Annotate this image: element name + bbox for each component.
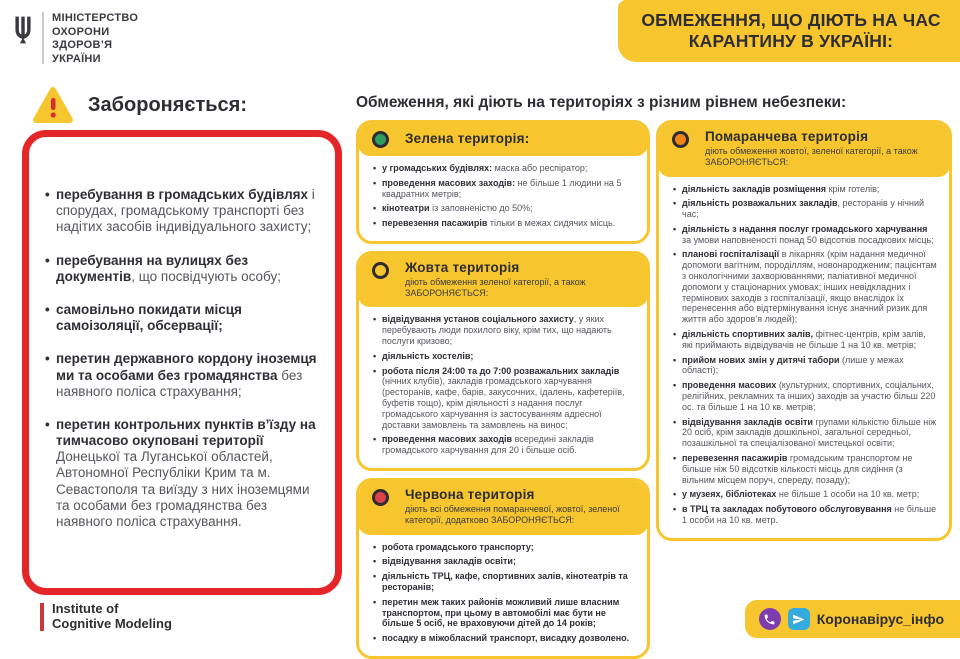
list-item (373, 163, 635, 174)
list-item (373, 203, 635, 214)
item-bold-text: в ТРЦ та закладах побутового обслуговування (682, 504, 892, 515)
item-bold-text: проведення масових заходів (382, 434, 513, 445)
item-bold-text: діяльність ТРЦ, кафе, спортивних залів, кінотеатрів та ресторанів; (382, 571, 628, 592)
list-item (45, 253, 319, 285)
item-regular-text: не більше 1 особи на 10 кв. метр. (682, 504, 937, 526)
zone-card-red (356, 478, 650, 659)
item-regular-text: крім готелів; (826, 183, 880, 194)
ministry-name-line: МІНІСТЕРСТВО (52, 12, 139, 24)
list-item (673, 198, 937, 220)
list-item (373, 314, 635, 346)
prohibited-title: Забороняється: (88, 93, 247, 116)
list-item (673, 224, 937, 246)
zone-card-green (356, 120, 650, 244)
zone-list-red (373, 542, 635, 644)
item-bold-text: проведення масових (682, 380, 777, 391)
item-bold-text: робота громадського транспорту; (382, 541, 534, 552)
zone-subtitle: діють обмеження жовтої, зеленої категорії, а також ЗАБОРОНЯЄТЬСЯ: (705, 146, 918, 168)
ministry-logo (12, 10, 138, 67)
list-item (373, 633, 635, 644)
item-bold-text: посадку в міжобласний транспорт, висадку дозволено. (382, 633, 630, 644)
institute-name-line: Cognitive Modeling (52, 616, 172, 632)
zone-title: Помаранчева територія (705, 129, 869, 144)
list-item (673, 380, 937, 412)
zone-title: Червона територія (405, 487, 535, 503)
zone-body (359, 307, 647, 468)
item-bold-text: планові госпіталізації (682, 249, 780, 260)
list-item (673, 417, 937, 449)
list-item (673, 504, 937, 526)
title-banner (618, 0, 960, 62)
list-item (45, 302, 319, 334)
list-item (373, 597, 635, 629)
item-bold-text: робота після 24:00 та до 7:00 розважальних закладів (382, 365, 620, 376)
item-bold-text: перевезення пасажирів (382, 218, 488, 229)
zone-title: Жовта територія (405, 259, 520, 275)
zone-card-orange (656, 120, 952, 541)
zone-list-green (373, 163, 635, 229)
list-item (373, 542, 635, 553)
telegram-icon (788, 608, 810, 630)
list-item (45, 187, 319, 236)
zones-section-title: Обмеження, які діють на територіях з різним рівнем небезпеки: (356, 94, 847, 111)
item-bold-text: діяльність закладів розміщення (682, 183, 827, 194)
item-regular-text: і спорудах, громадському транспорті без надітих засобів індивідуального захисту; (56, 187, 315, 235)
list-item (673, 249, 937, 325)
list-item (373, 178, 635, 200)
list-item (45, 417, 319, 530)
list-item (673, 453, 937, 485)
item-regular-text: не більше 1 особи на 10 кв. метр; (776, 489, 920, 500)
item-regular-text: за умови наповненості понад 50 відсотків посадкових місць; (682, 234, 934, 245)
viber-icon (759, 608, 781, 630)
item-bold-text: перетин контрольних пунктів в’їзду на тимчасово окуповані території (56, 416, 316, 449)
item-bold-text: самовільно покидати місця самоізоляції, обсервації; (56, 301, 242, 334)
green-zone-icon (372, 131, 389, 148)
item-regular-text: , у яких перебувають люди похилого віку, крім тих, що надають послуги кризово; (382, 314, 612, 347)
prohibited-box (22, 130, 342, 595)
logo-divider (42, 12, 44, 64)
trident-icon (12, 14, 34, 48)
item-bold-text: діяльність з надання послуг громадського харчування (682, 223, 928, 234)
zone-card-yellow (356, 251, 650, 471)
list-item (373, 218, 635, 229)
ministry-name-line: УКРАЇНИ (52, 52, 101, 65)
item-regular-text: всередині закладів громадського харчування для 20 і більше осіб. (382, 434, 594, 456)
item-regular-text: (нічних клубів), закладів громадського харчування (ресторанів, кафе, барів, закусочних, їдалень, кафетеріїв, буфетів тощо), крім діяльності з надання послуг громадського харчування із застосуванням адресної доставки замовлень та замовлень на винос; (382, 376, 625, 430)
item-regular-text: тільки в межах сидячих місць. (487, 218, 616, 229)
zone-subtitle: діють обмеження зеленої категорії, а також ЗАБОРОНЯЄТЬСЯ: (405, 276, 586, 299)
list-item (673, 355, 937, 377)
item-regular-text: в лікарнях (крім надання медичної допомоги вагітним, породіллям, новонародженим; пацієнтам з онкологічними захворюваннями; паліативної медичної допомоги у стаціонарних умовах; інших невідкладних і термінових заходів з госпіталізації, якщо внаслідок їх перенесення або відтермінування існує значний ризик для життя або здоров’я людей); (682, 249, 937, 325)
prohibited-list (45, 187, 319, 530)
item-bold-text: перебування в громадських будівлях (56, 187, 309, 202)
list-item (373, 571, 635, 593)
item-bold-text: перетин меж таких районів можливий лише власним транспортом, при цьому в автомобілі має бути не більше 5 осіб, не враховуючи дітей до 14 років; (382, 596, 620, 629)
zone-list-yellow (373, 314, 635, 456)
zones-column-middle (356, 120, 650, 659)
warning-icon (32, 86, 74, 124)
zone-header-yellow (358, 253, 648, 308)
zone-body (359, 156, 647, 241)
list-item (373, 366, 635, 431)
zone-subtitle: діють всі обмеження помаранчевої, жовтої, зеленої категорії, додатково ЗАБОРОНЯЄТЬСЯ: (405, 504, 620, 526)
list-item (673, 184, 937, 195)
item-regular-text: (культурних, спортивних, соціальних, релігійних, рекламних та інших) заходів за участю більш 220 ос. та більше 1 на 10 кв. метрів; (682, 380, 936, 412)
list-item (373, 434, 635, 456)
item-bold-text: відвідування установ соціального захисту (382, 314, 574, 325)
zone-title: Зелена територія: (405, 131, 530, 146)
ministry-name-line: ОХОРОНИ (52, 25, 110, 38)
orange-zone-icon (672, 131, 689, 148)
item-bold-text: у музеях, бібліотеках (682, 489, 777, 500)
list-item (373, 556, 635, 567)
item-bold-text: відвідування закладів освіти (682, 416, 813, 427)
item-regular-text: , ресторанів у нічний час; (682, 198, 925, 220)
item-bold-text: проведення масових заходів: (382, 177, 516, 188)
institute-name-line: Institute of (52, 601, 119, 617)
prohibited-section (22, 86, 342, 595)
zone-header-red (358, 480, 648, 535)
item-regular-text: громадським транспортом не більше ніж 50 відсотків кількості місць для сидіння (з вільним місцем поруч, спереду, позаду); (682, 453, 913, 485)
channel-badge[interactable] (745, 600, 960, 638)
item-bold-text: перевезення пасажирів (682, 453, 788, 464)
item-bold-text: діяльність спортивних залів, (682, 329, 813, 340)
item-regular-text: (лише у межах області); (682, 354, 904, 376)
item-regular-text: маска або респіратор; (492, 163, 588, 173)
zone-body (659, 177, 949, 538)
item-bold-text: перетин державного кордону іноземця ми та особами без громадянства (56, 351, 317, 383)
item-bold-text: перебування на вулицях без документів (56, 252, 249, 284)
red-zone-icon (372, 489, 389, 506)
yellow-zone-icon (372, 262, 389, 279)
item-regular-text: із заповненістю до 50%; (429, 203, 533, 214)
item-regular-text: не більше 1 людини на 5 квадратних метрів; (382, 177, 622, 199)
item-bold-text: у громадських будівлях: (382, 163, 493, 173)
banner-line-1: ОБМЕЖЕННЯ, ЩО ДІЮТЬ НА ЧАС (641, 9, 941, 30)
item-bold-text: прийом нових змін у дитячі табори (682, 354, 840, 365)
zones-column-right (656, 120, 952, 541)
banner-line-2: КАРАНТИНУ В УКРАЇНІ: (688, 31, 894, 51)
zone-list-orange (673, 184, 937, 526)
zone-header-green (358, 122, 648, 156)
channel-name: Коронавірус_інфо (816, 611, 944, 627)
item-bold-text: діяльність розважальних закладів (682, 198, 838, 209)
list-item (45, 351, 319, 400)
list-item (673, 329, 937, 351)
zone-header-orange (658, 122, 950, 177)
item-regular-text: фітнес-центрів, крім залів, які приймають відвідувачів не більше 1 на 10 кв. метрів; (682, 329, 926, 350)
item-regular-text: , що посвідчують особу; (131, 268, 281, 284)
institute-logo (40, 602, 172, 632)
institute-logo-bar (40, 603, 44, 631)
item-bold-text: кінотеатри (382, 203, 430, 214)
institute-name (52, 602, 172, 632)
item-bold-text: діяльність хостелів; (382, 350, 474, 361)
item-regular-text: без наявного поліса страхування; (56, 367, 303, 399)
prohibited-header (32, 86, 342, 124)
list-item (373, 351, 635, 362)
item-bold-text: відвідування закладів освіти; (382, 556, 516, 567)
list-item (673, 489, 937, 500)
ministry-name (52, 10, 138, 67)
ministry-name-line: ЗДОРОВ’Я (52, 39, 113, 52)
item-regular-text: групами кількістю більше ніж 20 осіб, крім закладів дошкільної, загальної середньої, позашкільної та спеціалізованої мистецької освіти; (682, 416, 937, 449)
item-regular-text: Донецької та Луганської областей, Автономної Республіки Крим та м. Севастополя та виїзду з них іноземцями та особами без громадянства без наявного поліса страхування. (56, 449, 310, 529)
